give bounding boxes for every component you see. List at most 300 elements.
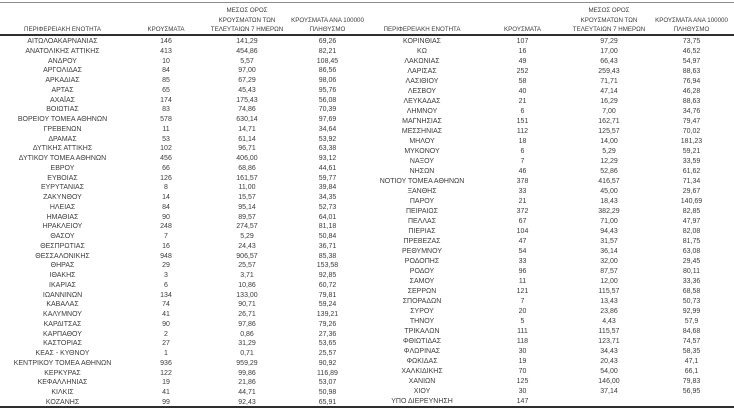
table-cell: ΠΡΕΒΕΖΑΣ <box>403 238 441 246</box>
header-per100k-line1: ΚΡΟΥΣΜΑΤΑ ΑΝΑ 100000 <box>291 16 364 24</box>
table-cell: 26,71 <box>238 311 256 318</box>
table-cell: 23,86 <box>600 308 618 316</box>
table-cell: 49 <box>518 58 527 66</box>
table-cell: 32,00 <box>600 258 618 266</box>
table-cell: ΚΕΑΣ - ΚΥΘΝΟΥ <box>35 350 90 357</box>
table-cell: 90 <box>162 213 170 221</box>
table-row <box>368 107 734 117</box>
table-cell: 53,65 <box>318 340 337 348</box>
table-cell: ΧΙΟΥ <box>413 388 431 396</box>
table-cell: ΜΑΓΝΗΣΙΑΣ <box>402 118 442 126</box>
table-cell: ΗΡΑΚΛΕΙΟΥ <box>42 223 83 231</box>
table-cell: 21,86 <box>238 379 256 387</box>
table-row <box>0 86 368 96</box>
table-cell: 10 <box>162 57 170 65</box>
table-cell: 6 <box>520 148 525 156</box>
table-row <box>0 203 368 213</box>
table-cell: 24,43 <box>238 242 256 250</box>
table-cell: 29,45 <box>682 258 701 266</box>
table-row <box>368 387 734 397</box>
table-cell: 11,00 <box>238 184 256 192</box>
table-cell: 90,92 <box>318 359 337 367</box>
table-row <box>0 378 368 388</box>
table-cell: 83 <box>162 106 170 114</box>
table-row <box>0 57 368 67</box>
table-cell: 174 <box>160 96 172 104</box>
table-row <box>368 117 734 127</box>
table-cell: 84 <box>162 203 170 211</box>
table-row <box>368 97 734 107</box>
table-cell: 65 <box>162 86 170 94</box>
table-cell: ΣΕΡΡΩΝ <box>407 288 437 296</box>
table-cell: ΔΡΑΜΑΣ <box>48 135 77 143</box>
regional-cases-table-left <box>0 0 368 408</box>
table-row <box>0 222 368 232</box>
table-row <box>368 67 734 77</box>
table-cell: 68,58 <box>682 288 701 296</box>
table-cell: ΚΑΣΤΟΡΙΑΣ <box>43 340 82 348</box>
table-cell: 19 <box>518 358 527 366</box>
table-row <box>0 261 368 271</box>
table-cell: ΚΕΦΑΛΛΗΝΙΑΣ <box>37 379 88 387</box>
regional-cases-table-right <box>368 0 734 408</box>
table-cell: ΔΥΤΙΚΗΣ ΑΤΤΙΚΗΣ <box>32 145 93 153</box>
header-per100k-line2: ΠΛΗΘΥΣΜΟ <box>673 26 710 34</box>
table-cell: 33 <box>518 258 527 266</box>
table-row <box>368 347 734 357</box>
table-cell: 36,71 <box>318 242 337 250</box>
table-row <box>368 327 734 337</box>
table-header-right <box>368 0 734 37</box>
table-cell: 18,43 <box>600 198 618 206</box>
table-cell: 133,00 <box>236 291 258 299</box>
table-cell: 46 <box>518 168 527 176</box>
table-cell: 85 <box>162 77 170 84</box>
header-cases-label: ΚΡΟΥΣΜΑΤΑ <box>147 26 185 34</box>
table-cell: 0,86 <box>240 330 254 338</box>
table-row <box>368 307 734 317</box>
table-cell: 20 <box>518 308 527 316</box>
table-cell: 126 <box>160 174 172 182</box>
table-cell: 139,21 <box>316 311 339 318</box>
table-row <box>0 320 368 330</box>
table-row <box>0 96 368 106</box>
table-cell: ΤΡΙΚΑΛΩΝ <box>404 328 440 336</box>
table-row <box>368 147 734 157</box>
table-cell: 7 <box>520 158 525 166</box>
table-row <box>0 193 368 203</box>
table-cell: 46,28 <box>682 88 701 96</box>
table-cell: 61,14 <box>238 135 256 143</box>
table-cell: 99,86 <box>238 369 256 377</box>
table-cell: 94,43 <box>600 228 618 236</box>
table-row <box>368 177 734 187</box>
table-cell: 153,58 <box>316 262 339 270</box>
table-cell: ΛΗΜΝΟΥ <box>406 108 438 116</box>
table-row <box>368 157 734 167</box>
table-cell: 27,36 <box>318 330 337 338</box>
table-row <box>0 76 368 86</box>
table-cell: 252 <box>516 68 529 76</box>
table-cell: 98,06 <box>318 77 337 84</box>
table-cell: 39,84 <box>318 184 337 192</box>
table-cell: ΙΚΑΡΙΑΣ <box>49 281 76 289</box>
table-row <box>0 37 368 47</box>
table-row <box>0 300 368 310</box>
table-cell: 34,76 <box>682 108 701 116</box>
table-cell: 61,62 <box>682 168 701 176</box>
table-row <box>0 135 368 145</box>
table-cell: 41 <box>162 311 170 318</box>
table-cell: 181,23 <box>680 138 703 146</box>
table-cell: 125 <box>516 378 529 386</box>
header-separator-line <box>0 34 734 36</box>
table-cell: ΡΟΔΟΠΗΣ <box>404 258 440 266</box>
table-cell: ΚΕΡΚΥΡΑΣ <box>44 369 81 377</box>
table-row <box>368 287 734 297</box>
table-cell: ΜΗΛΟΥ <box>409 138 435 146</box>
table-cell: 58,35 <box>682 348 701 356</box>
table-cell: ΥΠΟ ΔΙΕΡΕΥΝΗΣΗ <box>391 398 453 406</box>
header-avg7-line1: ΜΕΣΟΣ ΟΡΟΣ <box>226 7 268 15</box>
table-cell: 146 <box>160 38 172 45</box>
header-avg7 <box>207 0 287 37</box>
table-body-right <box>368 37 734 408</box>
table-cell: 81,75 <box>682 238 701 246</box>
table-cell: 29,67 <box>682 188 701 196</box>
table-cell: 66,1 <box>684 368 699 376</box>
table-cell: 11 <box>518 278 527 286</box>
table-cell: 15,57 <box>238 194 256 201</box>
table-cell: 8 <box>164 184 168 192</box>
table-cell: 948 <box>160 252 172 260</box>
table-cell: ΗΛΕΙΑΣ <box>49 203 76 211</box>
table-cell: 96 <box>518 268 527 276</box>
table-cell: ΑΡΤΑΣ <box>51 86 74 94</box>
table-row <box>368 317 734 327</box>
table-row <box>0 154 368 164</box>
table-row <box>0 115 368 125</box>
table-row <box>0 359 368 369</box>
table-cell: 97,86 <box>238 320 256 328</box>
table-cell: 906,57 <box>236 252 258 260</box>
table-cell: ΑΝΔΡΟΥ <box>48 57 77 65</box>
table-row <box>0 144 368 154</box>
table-cell: 19 <box>162 379 170 387</box>
table-cell: 56,95 <box>682 388 701 396</box>
table-cell: 44,71 <box>238 389 256 396</box>
table-cell: 112 <box>516 128 529 136</box>
table-cell: ΑΧΑΪΑΣ <box>50 96 75 104</box>
table-cell: ΝΟΤΙΟΥ ΤΟΜΕΑ ΑΘΗΝΩΝ <box>379 178 465 186</box>
table-cell: 121 <box>516 288 529 296</box>
table-cell: 162,71 <box>598 118 620 126</box>
table-cell: ΚΕΝΤΡΙΚΟΥ ΤΟΜΕΑ ΑΘΗΝΩΝ <box>13 359 112 367</box>
header-per100k-line2: ΠΛΗΘΥΣΜΟ <box>309 26 346 34</box>
table-cell: 90,71 <box>238 301 256 309</box>
table-cell: 18 <box>518 138 527 146</box>
table-cell: 115,57 <box>598 288 620 296</box>
table-cell: ΞΑΝΘΗΣ <box>407 188 437 196</box>
table-cell: ΚΟΖΑΝΗΣ <box>45 398 80 406</box>
header-per100k <box>649 0 734 37</box>
table-cell: 0,71 <box>240 350 254 357</box>
table-cell: ΜΕΣΣΗΝΙΑΣ <box>401 128 443 136</box>
table-cell: 5,29 <box>602 148 616 156</box>
table-row <box>0 369 368 379</box>
table-cell: 2 <box>164 330 168 338</box>
table-cell: 27 <box>162 340 170 348</box>
table-cell: ΖΑΚΥΝΘΟΥ <box>43 194 82 201</box>
table-cell: 413 <box>160 47 172 55</box>
table-cell: 90 <box>162 320 170 328</box>
table-cell: 45,43 <box>238 86 256 94</box>
table-cell: ΠΙΕΡΙΑΣ <box>408 228 436 236</box>
table-cell: 53 <box>162 135 170 143</box>
table-cell: 57,9 <box>684 318 699 326</box>
table-cell: 1 <box>164 350 168 357</box>
table-cell: 14,00 <box>600 138 618 146</box>
table-cell: ΙΩΑΝΝΙΝΩΝ <box>42 291 83 299</box>
table-cell: ΧΑΝΙΩΝ <box>408 378 436 386</box>
table-cell: 118 <box>516 338 529 346</box>
header-row <box>368 0 734 37</box>
table-cell: 65,91 <box>318 398 337 406</box>
table-cell: 97,29 <box>600 38 618 46</box>
table-cell: ΙΘΑΚΗΣ <box>49 272 76 279</box>
table-cell: 936 <box>160 359 172 367</box>
table-cell: 25,57 <box>238 262 256 270</box>
table-cell: 54,00 <box>600 368 618 376</box>
table-cell: 259,43 <box>598 68 620 76</box>
table-row <box>368 237 734 247</box>
table-cell: ΜΥΚΟΝΟΥ <box>404 148 440 156</box>
table-cell: 47,1 <box>684 358 699 366</box>
table-cell: 96,71 <box>238 145 256 153</box>
table-cell: 372 <box>516 208 529 216</box>
table-row <box>368 297 734 307</box>
table-cell: 17,00 <box>600 48 618 56</box>
table-cell: 31,29 <box>238 340 256 348</box>
table-cell: 34,64 <box>318 125 337 133</box>
table-cell: 104 <box>516 228 529 236</box>
table-cell: ΑΝΑΤΟΛΙΚΗΣ ΑΤΤΙΚΗΣ <box>25 47 100 55</box>
table-cell: ΧΑΛΚΙΔΙΚΗΣ <box>401 368 443 376</box>
table-cell: 274,57 <box>236 223 258 231</box>
table-cell: 4,43 <box>602 318 616 326</box>
table-cell: ΕΒΡΟΥ <box>50 164 75 172</box>
table-cell: 76,94 <box>682 78 701 86</box>
table-row <box>0 252 368 262</box>
table-row <box>368 207 734 217</box>
table-cell: ΘΑΣΟΥ <box>50 233 75 240</box>
table-cell: 56,08 <box>318 96 337 104</box>
table-cell: 7,00 <box>602 108 616 116</box>
table-cell: 151 <box>516 118 529 126</box>
table-cell: 70,39 <box>318 106 337 114</box>
table-cell: 67,29 <box>238 77 256 84</box>
table-cell: 140,69 <box>680 198 703 206</box>
table-cell: 88,63 <box>682 68 701 76</box>
table-cell: 67 <box>518 218 527 226</box>
table-row <box>368 187 734 197</box>
table-cell: 34,35 <box>318 194 337 201</box>
table-cell: 37,14 <box>600 388 618 396</box>
header-per100k <box>287 0 368 37</box>
table-cell: ΗΜΑΘΙΑΣ <box>46 213 79 221</box>
table-row <box>368 37 734 47</box>
table-row <box>368 87 734 97</box>
table-cell: 82,08 <box>682 228 701 236</box>
table-cell: 82,21 <box>318 47 337 55</box>
table-cell: 406,00 <box>236 155 258 162</box>
table-cell: 97,69 <box>318 116 337 123</box>
table-cell: 66 <box>162 164 170 172</box>
table-cell: 79,83 <box>682 378 701 386</box>
header-region <box>368 0 476 37</box>
table-cell: ΠΑΡΟΥ <box>409 198 435 206</box>
table-cell: 59,77 <box>318 174 337 182</box>
table-row <box>0 281 368 291</box>
table-cell: 378 <box>516 178 529 186</box>
table-cell: 111 <box>517 328 528 336</box>
table-cell: 6 <box>164 281 168 289</box>
table-cell: ΓΡΕΒΕΝΩΝ <box>43 125 82 133</box>
table-cell: 30 <box>518 348 527 356</box>
table-cell: 456 <box>160 155 172 162</box>
header-avg7-line2: ΚΡΟΥΣΜΑΤΩΝ ΤΩΝ <box>218 16 276 24</box>
table-cell: 46,52 <box>682 48 701 56</box>
table-cell: 416,57 <box>598 178 620 186</box>
table-cell: 12,00 <box>600 278 618 286</box>
table-row <box>0 164 368 174</box>
table-cell: 73,75 <box>682 38 701 46</box>
table-cell: 5,29 <box>240 233 254 240</box>
table-cell: ΚΙΛΚΙΣ <box>51 389 74 396</box>
table-cell: 116,89 <box>317 369 338 377</box>
table-cell: 45,00 <box>600 188 618 196</box>
table-cell: 21 <box>518 198 527 206</box>
table-cell: ΡΟΔΟΥ <box>409 268 435 276</box>
table-cell: ΛΑΣΙΘΙΟΥ <box>405 78 439 86</box>
table-cell: 50,73 <box>682 298 701 306</box>
table-cell: 84 <box>162 67 170 75</box>
table-cell: 34,43 <box>600 348 618 356</box>
table-row <box>368 377 734 387</box>
table-cell: 71,34 <box>682 178 701 186</box>
table-cell: 70,02 <box>682 128 701 136</box>
table-row <box>368 167 734 177</box>
table-row <box>0 388 368 398</box>
table-cell: 71,71 <box>600 78 618 86</box>
table-cell: ΡΕΘΥΜΝΟΥ <box>401 248 442 256</box>
table-cell: ΤΗΝΟΥ <box>409 318 435 326</box>
table-row <box>368 247 734 257</box>
table-cell: 122 <box>160 369 172 377</box>
table-cell: 58 <box>518 78 527 86</box>
table-cell: 87,57 <box>600 268 618 276</box>
table-cell: 31,57 <box>600 238 618 246</box>
table-cell: ΝΗΣΩΝ <box>409 168 435 176</box>
table-cell: 88,63 <box>682 98 701 106</box>
table-cell: ΑΙΤΩΛΟΑΚΑΡΝΑΝΙΑΣ <box>27 38 98 45</box>
table-cell: 79,26 <box>318 320 337 328</box>
table-cell: 92,43 <box>238 398 256 406</box>
table-cell: 50,84 <box>318 233 337 240</box>
table-cell: 84,68 <box>682 328 701 336</box>
table-row <box>368 277 734 287</box>
table-cell: ΚΑΒΑΛΑΣ <box>46 301 79 309</box>
table-cell: 80,11 <box>683 268 700 276</box>
table-cell: ΣΑΜΟΥ <box>409 278 435 286</box>
table-cell: ΚΑΛΥΜΝΟΥ <box>43 311 82 318</box>
table-cell: 147 <box>516 398 529 406</box>
table-cell: 41 <box>162 389 170 396</box>
header-cases <box>125 0 207 37</box>
table-cell: 92,99 <box>682 308 701 316</box>
table-cell: ΕΥΒΟΙΑΣ <box>47 174 78 182</box>
table-cell: 146,00 <box>598 378 620 386</box>
table-cell: 33,59 <box>682 158 701 166</box>
table-cell: 3,71 <box>240 272 254 279</box>
table-row <box>0 310 368 320</box>
table-cell: ΣΥΡΟΥ <box>410 308 434 316</box>
header-avg7-line3: ΤΕΛΕΥΤΑΙΩΝ 7 ΗΜΕΡΩΝ <box>572 26 646 34</box>
table-row <box>368 217 734 227</box>
table-cell: 54,97 <box>682 58 701 66</box>
table-cell: 47 <box>518 238 527 246</box>
table-row <box>368 127 734 137</box>
table-cell: 81,18 <box>318 223 337 231</box>
table-cell: 52,86 <box>600 168 618 176</box>
table-cell: 97,00 <box>238 67 256 75</box>
table-cell: 102 <box>160 145 172 153</box>
table-row <box>0 242 368 252</box>
table-row <box>0 213 368 223</box>
table-cell: 89,57 <box>238 213 256 221</box>
table-cell: 47,97 <box>682 218 701 226</box>
bottom-border-line <box>0 406 734 408</box>
table-cell: ΚΟΡΙΝΘΙΑΣ <box>403 38 441 46</box>
header-avg7-line3: ΤΕΛΕΥΤΑΙΩΝ 7 ΗΜΕΡΩΝ <box>210 26 284 34</box>
header-avg7-line2: ΚΡΟΥΣΜΑΤΩΝ ΤΩΝ <box>580 16 638 24</box>
table-cell: 95,14 <box>238 203 256 211</box>
table-row <box>0 232 368 242</box>
table-cell: 85,38 <box>318 252 337 260</box>
table-cell: 5 <box>520 318 525 326</box>
table-header-left <box>0 0 368 37</box>
table-cell: 3 <box>164 272 168 279</box>
table-cell: 54 <box>518 248 527 256</box>
table-cell: 47,14 <box>600 88 618 96</box>
table-row <box>0 66 368 76</box>
table-row <box>0 339 368 349</box>
header-region-label: ΠΕΡΙΦΕΡΕΙΑΚΗ ΕΝΟΤΗΤΑ <box>23 26 102 34</box>
table-row <box>368 197 734 207</box>
table-cell: ΠΕΛΛΑΣ <box>407 218 437 226</box>
table-cell: ΠΕΙΡΑΙΩΣ <box>406 208 438 216</box>
table-cell: 123,71 <box>598 338 620 346</box>
table-cell: 141,29 <box>236 38 258 45</box>
table-cell: 14,71 <box>238 125 256 133</box>
table-row <box>0 291 368 301</box>
table-cell: 11 <box>162 125 170 133</box>
table-row <box>368 77 734 87</box>
table-cell: 53,07 <box>318 379 337 387</box>
table-cell: ΦΘΙΩΤΙΔΑΣ <box>402 338 442 346</box>
table-cell: 16,29 <box>600 98 618 106</box>
table-cell: 107 <box>516 38 529 46</box>
